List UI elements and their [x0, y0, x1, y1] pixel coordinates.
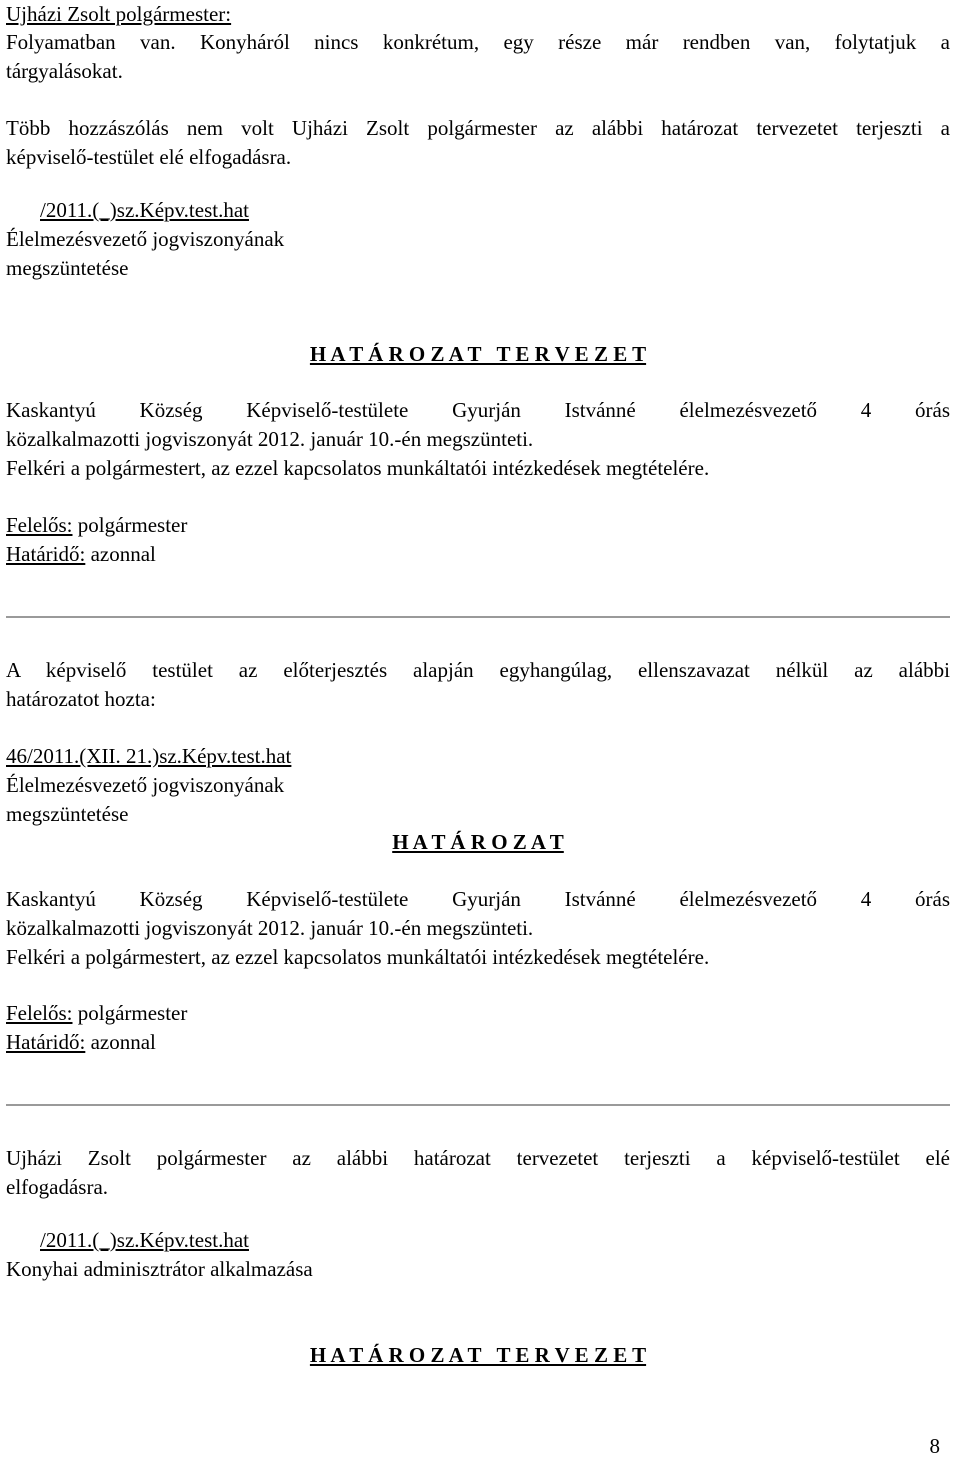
draft1-deadline — [6, 540, 156, 569]
resolution-responsible-value: polgármester — [72, 1001, 188, 1025]
resolution-responsible-label: Felelős: — [6, 1001, 73, 1025]
resolution-heading: H A T Á R O Z A T — [392, 830, 564, 854]
draft1-deadline-label: Határidő: — [6, 542, 86, 566]
next-subject: Konyhai adminisztrátor alkalmazása — [6, 1257, 313, 1281]
intro-line-1: Több hozzászólás nem volt Ujházi Zsolt polgármester az alábbi határozat tervezetet terjeszti a — [6, 116, 950, 140]
draft1-number: /2011.(_)sz.Képv.test.hat — [40, 198, 249, 222]
section-divider-1 — [6, 616, 950, 618]
resolution-body-line-3: Felkéri a polgármestert, az ezzel kapcsolatos munkáltatói intézkedések megtételére. — [6, 945, 710, 969]
next-intro-line-2: elfogadásra. — [6, 1175, 109, 1199]
draft1-responsible-label: Felelős: — [6, 513, 73, 537]
resolution-deadline — [6, 1028, 156, 1057]
vote-line-1: A képviselő testület az előterjesztés alapján egyhangúlag, ellenszavazat nélkül az alábbi — [6, 658, 950, 682]
draft1-body-line-2: közalkalmazotti jogviszonyát 2012. január 10.-én megszünteti. — [6, 427, 534, 451]
resolution-body-line-1: Kaskantyú Község Képviselő-testülete Gyurján Istvánné élelmezésvezető 4 órás — [6, 887, 950, 911]
resolution-responsible — [6, 999, 187, 1028]
resolution-subject-line-2: megszüntetése — [6, 802, 129, 826]
speaker-label: Ujházi Zsolt polgármester: — [6, 2, 232, 26]
draft1-subject-line-2: megszüntetése — [6, 256, 129, 280]
resolution-deadline-value: azonnal — [85, 1030, 156, 1054]
draft1-responsible-value: polgármester — [72, 513, 188, 537]
next-number: /2011.(_)sz.Képv.test.hat — [40, 1228, 249, 1252]
resolution-number: 46/2011.(XII. 21.)sz.Képv.test.hat — [6, 744, 292, 768]
reply-line-1: Folyamatban van. Konyháról nincs konkrétum, egy része már rendben van, folytatjuk a — [6, 30, 950, 54]
draft1-subject-line-1: Élelmezésvezető jogviszonyának — [6, 227, 285, 251]
section-divider-2 — [6, 1104, 950, 1106]
resolution-body-line-2: közalkalmazotti jogviszonyát 2012. január 10.-én megszünteti. — [6, 916, 534, 940]
page-number: 8 — [929, 1434, 940, 1458]
resolution-deadline-label: Határidő: — [6, 1030, 86, 1054]
resolution-subject-line-1: Élelmezésvezető jogviszonyának — [6, 773, 285, 797]
draft1-heading: H A T Á R O Z A T T E R V E Z E T — [309, 342, 647, 366]
draft1-body-line-3: Felkéri a polgármestert, az ezzel kapcsolatos munkáltatói intézkedések megtételére. — [6, 456, 710, 480]
vote-line-2: határozatot hozta: — [6, 687, 156, 711]
draft1-deadline-value: azonnal — [85, 542, 156, 566]
intro-line-2: képviselő-testület elé elfogadásra. — [6, 145, 292, 169]
draft1-responsible — [6, 511, 187, 540]
next-intro-line-1: Ujházi Zsolt polgármester az alábbi határozat tervezetet terjeszti a képviselő-testület elé — [6, 1146, 950, 1170]
draft1-body-line-1: Kaskantyú Község Képviselő-testülete Gyurján Istvánné élelmezésvezető 4 órás — [6, 398, 950, 422]
reply-line-2: tárgyalásokat. — [6, 59, 123, 83]
next-heading: H A T Á R O Z A T T E R V E Z E T — [309, 1343, 647, 1367]
